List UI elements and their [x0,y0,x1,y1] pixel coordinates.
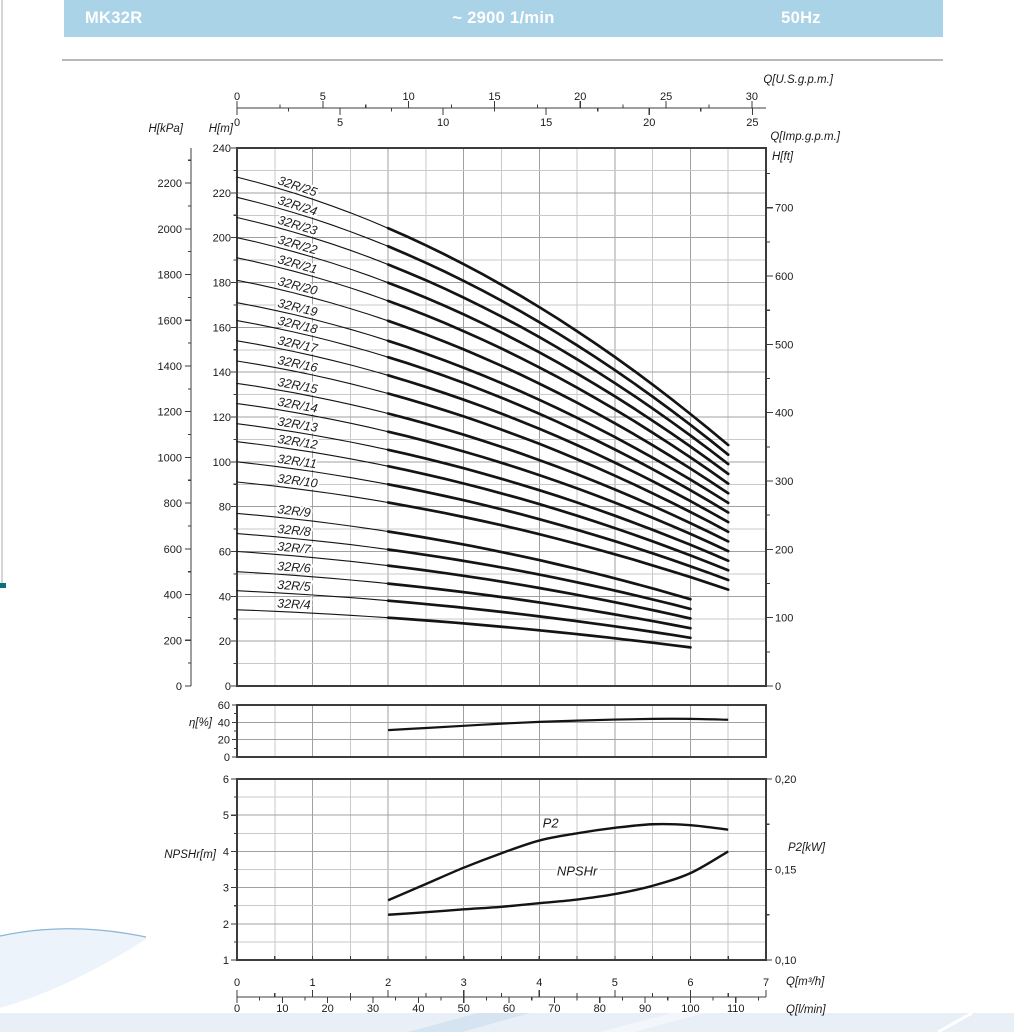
svg-text:32R/22: 32R/22 [276,232,319,258]
svg-text:32R/12: 32R/12 [276,431,319,453]
svg-text:600: 600 [775,271,794,284]
svg-text:32R/17: 32R/17 [276,333,319,356]
svg-text:2000: 2000 [157,223,182,236]
impgpm-axis-label: Q[Imp.g.p.m.] [770,131,840,143]
hkpa-axis [158,148,191,693]
svg-text:0: 0 [223,752,230,764]
svg-text:110: 110 [726,1003,745,1015]
svg-text:6: 6 [222,774,229,786]
svg-text:200: 200 [775,544,794,557]
svg-text:80: 80 [593,1003,606,1015]
bottom-q-axes [234,977,769,1015]
svg-text:32R/24: 32R/24 [276,193,319,219]
svg-text:60: 60 [502,1003,516,1015]
svg-text:0: 0 [233,91,241,103]
svg-text:0: 0 [175,681,182,693]
svg-text:500: 500 [775,339,794,352]
svg-text:1000: 1000 [157,452,182,465]
svg-text:70: 70 [548,1003,561,1015]
eta-curve [388,719,728,730]
eta-axis [218,700,237,764]
svg-text:180: 180 [212,277,231,290]
svg-text:30: 30 [366,1003,380,1015]
pump-model-title: MK32R [85,9,143,27]
svg-text:10: 10 [437,117,450,129]
curve-32R/25 [388,228,728,445]
svg-text:0: 0 [775,681,782,693]
svg-text:800: 800 [163,498,182,511]
chart-generated-content [158,91,797,1015]
svg-text:32R/4: 32R/4 [276,596,311,613]
svg-text:32R/21: 32R/21 [276,252,319,277]
npshr-p2-axes [223,774,797,967]
svg-text:32R/9: 32R/9 [276,502,312,520]
svg-text:100: 100 [681,1003,700,1015]
hm-axis-label: H[m] [208,123,233,135]
svg-text:240: 240 [212,143,231,155]
svg-text:4: 4 [222,846,229,859]
svg-text:3: 3 [222,882,229,895]
svg-text:90: 90 [638,1003,652,1015]
svg-text:0,20: 0,20 [775,774,797,786]
svg-text:200: 200 [212,232,231,245]
svg-text:15: 15 [540,117,553,129]
pump-frequency: 50Hz [781,9,821,27]
svg-text:32R/13: 32R/13 [276,414,319,435]
svg-text:4: 4 [536,977,543,989]
svg-text:1400: 1400 [157,360,182,373]
svg-text:100: 100 [212,456,231,469]
hkpa-axis-label: H[kPa] [148,123,183,135]
svg-text:1200: 1200 [157,406,182,419]
efficiency-curve [388,719,728,730]
svg-text:40: 40 [412,1003,425,1015]
svg-text:20: 20 [217,734,230,747]
svg-text:10: 10 [276,1003,289,1015]
pump-speed: ~ 2900 1/min [452,9,555,27]
svg-text:20: 20 [643,117,656,129]
svg-text:5: 5 [337,117,344,129]
curve-32R/18 [388,357,728,512]
svg-text:0: 0 [233,977,241,989]
svg-text:5: 5 [319,91,326,103]
qlmin-axis-label: Q[l/min] [786,1004,826,1016]
curve-32R/23 [388,265,728,465]
hm-axis [213,143,237,693]
hft-axis [766,174,793,693]
svg-text:0,15: 0,15 [775,864,797,877]
svg-text:400: 400 [163,589,182,602]
svg-text:1: 1 [222,955,229,967]
svg-text:120: 120 [212,412,231,424]
svg-text:40: 40 [218,591,231,604]
decorative-artwork [0,929,1014,1032]
hft-axis-label: H[ft] [772,151,794,163]
svg-text:2200: 2200 [157,178,182,191]
svg-text:32R/5: 32R/5 [276,577,312,594]
svg-text:160: 160 [212,322,231,335]
svg-text:3: 3 [460,977,467,989]
p2-curve-label: P2 [542,815,559,831]
svg-text:32R/25: 32R/25 [276,173,319,200]
svg-text:10: 10 [402,91,415,103]
npshr-curve-label: NPSHr [556,863,598,879]
svg-text:40: 40 [217,717,230,730]
svg-text:7: 7 [762,977,770,989]
svg-text:600: 600 [163,543,182,556]
svg-text:0: 0 [233,117,241,129]
svg-text:32R/6: 32R/6 [276,559,312,576]
svg-text:200: 200 [163,635,182,648]
pump-curve-labels [276,173,320,612]
svg-text:2: 2 [222,918,229,931]
svg-text:5: 5 [611,977,618,989]
top-gpm-axis [234,91,766,129]
svg-text:20: 20 [321,1003,334,1015]
svg-text:20: 20 [218,636,231,649]
svg-text:32R/19: 32R/19 [276,296,319,320]
svg-text:2: 2 [385,977,392,989]
svg-text:32R/23: 32R/23 [276,212,319,238]
svg-text:1600: 1600 [157,315,182,328]
svg-text:32R/18: 32R/18 [276,313,319,337]
svg-text:60: 60 [217,700,230,712]
svg-text:700: 700 [775,202,794,215]
svg-text:32R/20: 32R/20 [276,274,319,298]
svg-text:25: 25 [659,91,673,103]
svg-text:80: 80 [218,501,231,514]
svg-text:1800: 1800 [157,269,182,282]
svg-text:6: 6 [687,977,694,989]
svg-text:1: 1 [309,977,316,989]
svg-text:32R/14: 32R/14 [276,394,319,416]
qm3h-axis-label: Q[m³/h] [786,976,825,988]
svg-text:32R/16: 32R/16 [276,353,319,376]
svg-text:15: 15 [488,91,501,103]
npshr-p2-curves [388,816,728,915]
svg-text:32R/11: 32R/11 [276,451,318,472]
svg-text:300: 300 [775,476,794,489]
eta-axis-label: η[%] [189,717,212,729]
svg-text:25: 25 [746,117,759,129]
svg-text:220: 220 [212,187,231,200]
svg-text:30: 30 [745,91,759,103]
svg-text:400: 400 [775,407,794,420]
svg-text:32R/15: 32R/15 [276,374,319,397]
svg-text:0: 0 [233,1003,241,1015]
p2kw-axis-label: P2[kW] [788,842,826,854]
svg-text:50: 50 [457,1003,470,1015]
svg-text:20: 20 [574,91,587,103]
npshr-axis-label: NPSHr[m] [164,849,216,861]
svg-text:5: 5 [222,810,229,823]
svg-text:0: 0 [224,681,231,693]
svg-text:140: 140 [212,367,231,380]
svg-text:32R/8: 32R/8 [276,521,312,540]
svg-text:32R/7: 32R/7 [276,539,312,557]
svg-text:0,10: 0,10 [775,955,797,967]
svg-text:60: 60 [218,546,231,559]
svg-text:32R/10: 32R/10 [276,471,319,491]
svg-text:100: 100 [775,612,794,625]
p2-curve [388,824,728,900]
usgpm-axis-label: Q[U.S.g.p.m.] [763,74,833,86]
